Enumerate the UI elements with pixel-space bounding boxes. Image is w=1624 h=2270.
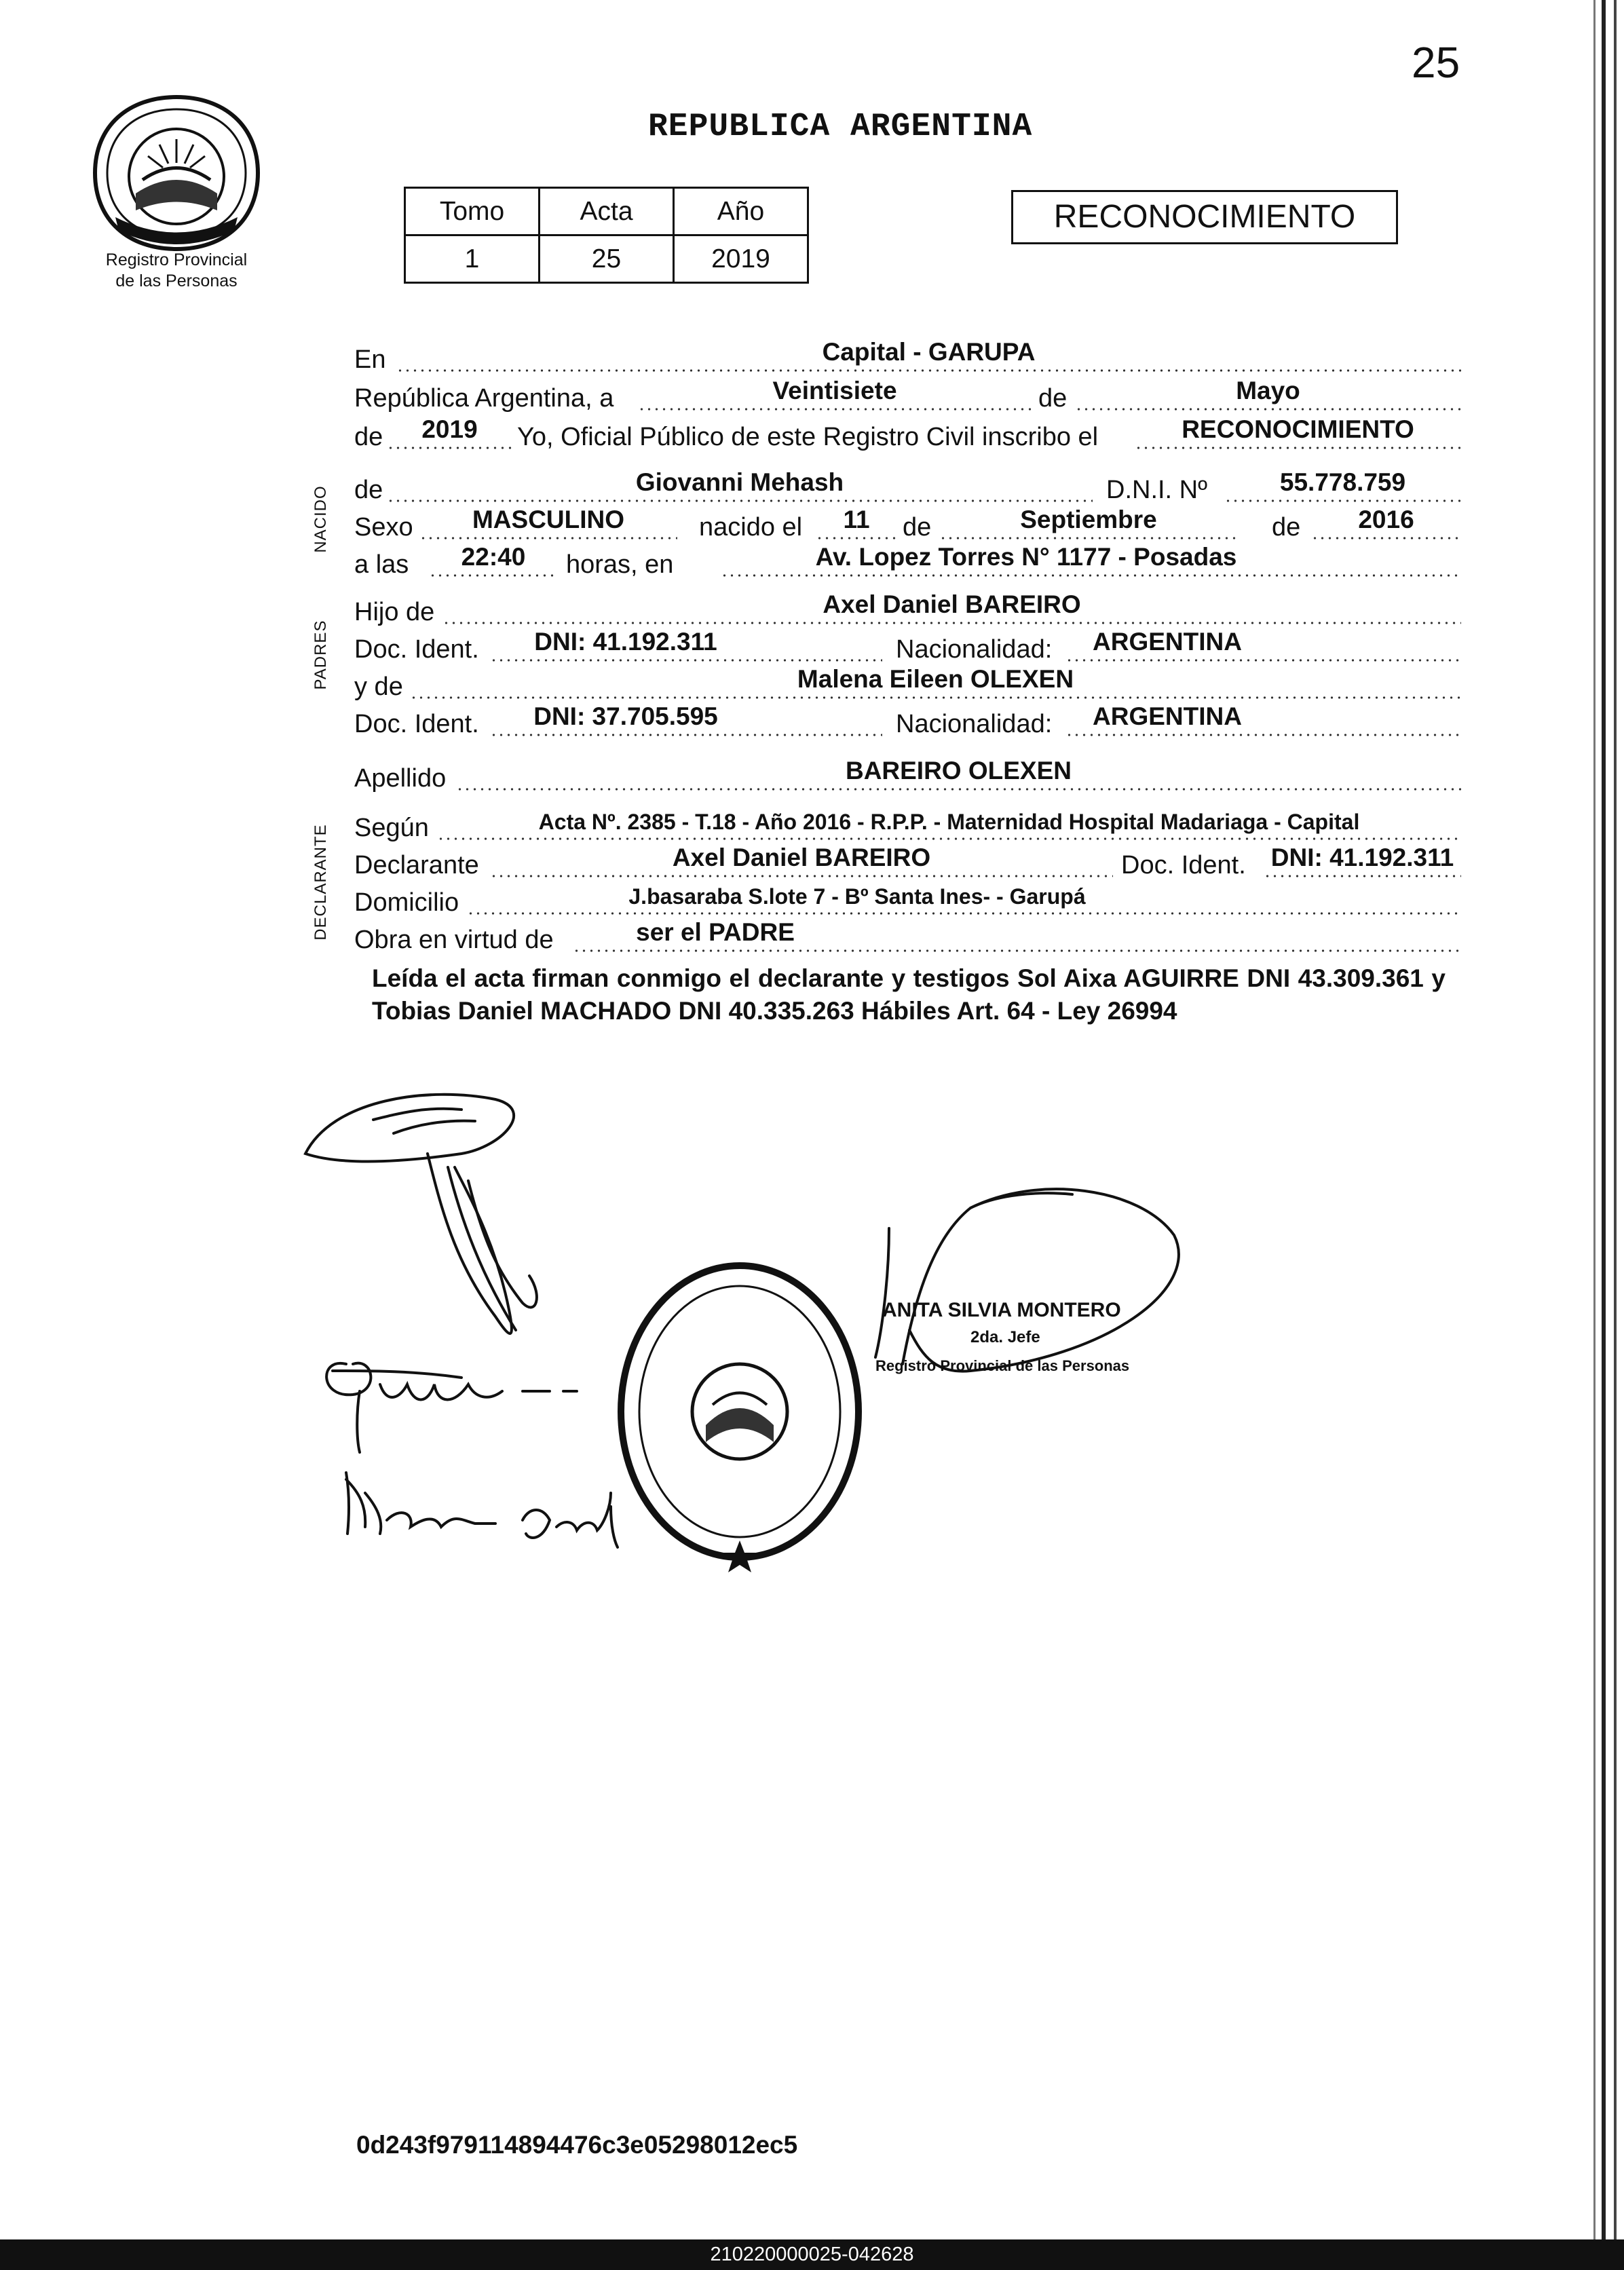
value-lugar: Capital - GARUPA <box>822 338 1036 366</box>
official-title: 2da. Jefe <box>970 1328 1040 1346</box>
line-apellido <box>354 757 1461 795</box>
line-padre-doc <box>354 628 1461 666</box>
declarant-signature <box>305 1095 537 1333</box>
registry-caption-line2: de las Personas <box>115 271 238 290</box>
value-tomo: 1 <box>405 235 540 283</box>
value-segun: Acta Nº. 2385 - T.18 - Año 2016 - R.P.P. - Maternidad Hospital Madariaga - Capital <box>538 810 1360 834</box>
label-de: de <box>354 476 383 504</box>
line-sexo <box>354 506 1461 544</box>
value-domicilio: J.basaraba S.lote 7 - Bº Santa Ines- - Garupá <box>628 884 1086 909</box>
line-y-de <box>354 665 1461 703</box>
line-nacido-de <box>354 468 1461 506</box>
dotted-leader <box>1264 875 1461 877</box>
country-title: REPUBLICA ARGENTINA <box>648 109 1033 145</box>
label-de: de <box>354 423 383 451</box>
label-horas-en: horas, en <box>566 550 674 579</box>
dotted-leader <box>1065 734 1461 736</box>
line-en <box>354 338 1461 376</box>
side-label-padres: PADRES <box>311 620 330 690</box>
value-dni-nacido: 55.778.759 <box>1279 468 1406 496</box>
dotted-leader <box>939 537 1238 540</box>
value-declarante-dni: DNI: 41.192.311 <box>1270 844 1454 871</box>
label-segun: Según <box>354 814 429 842</box>
value-sexo: MASCULINO <box>472 506 625 533</box>
official-org: Registro Provincial de las Personas <box>875 1357 1130 1374</box>
value-padre-dni: DNI: 41.192.311 <box>534 628 717 656</box>
label-hijo-de: Hijo de <box>354 598 435 626</box>
label-nacionalidad: Nacionalidad: <box>896 710 1053 738</box>
provincial-seal <box>88 92 265 254</box>
label-nacionalidad: Nacionalidad: <box>896 635 1053 664</box>
label-sexo: Sexo <box>354 513 413 542</box>
label-declarante: Declarante <box>354 851 479 879</box>
side-label-declarante: DECLARANTE <box>311 824 330 941</box>
value-hora: 22:40 <box>461 543 526 571</box>
label-dni: D.N.I. Nº <box>1106 476 1207 504</box>
witness-signature-machado <box>346 1473 618 1547</box>
line-inscripcion <box>354 415 1461 453</box>
dotted-leader <box>1075 408 1461 411</box>
dotted-leader <box>410 696 1461 699</box>
document-hash: 0d243f979114894476c3e05298012ec5 <box>356 2131 798 2159</box>
witness-signature-aguirre <box>326 1363 577 1452</box>
dotted-leader <box>442 622 1461 624</box>
act-type-box: RECONOCIMIENTO <box>1011 190 1398 244</box>
label-oficial: Yo, Oficial Público de este Registro Civil inscribo el <box>517 423 1099 451</box>
dotted-leader <box>1135 447 1461 449</box>
registry-caption <box>71 250 282 292</box>
value-madre: Malena Eileen OLEXEN <box>797 665 1074 693</box>
scan-edge-noise <box>1588 0 1624 2239</box>
registry-caption-line1: Registro Provincial <box>105 250 248 269</box>
dotted-leader <box>387 499 1093 502</box>
page-number: 25 <box>1412 38 1460 87</box>
value-madre-dni: DNI: 37.705.595 <box>533 702 718 730</box>
label-doc-ident: Doc. Ident. <box>354 635 479 664</box>
dotted-leader <box>1311 537 1461 540</box>
side-label-nacido: NACIDO <box>311 485 330 553</box>
label-nacido-el: nacido el <box>699 513 803 542</box>
footer-code: 210220000025-042628 <box>710 2244 914 2265</box>
dotted-leader <box>456 788 1461 791</box>
dotted-leader <box>1065 659 1461 662</box>
signatures-and-stamp <box>292 1072 1242 1588</box>
value-anio-nacimiento: 2016 <box>1358 506 1414 533</box>
line-declarante <box>354 844 1461 882</box>
label-apellido: Apellido <box>354 764 447 793</box>
header-anio: Año <box>674 188 808 235</box>
closing-text: Leída el acta firman conmigo el declarante y testigos Sol Aixa AGUIRRE DNI 43.309.361 y Tobias Daniel MACHADO DNI 40.335.263 Hábiles Art. 64 - Ley 26994 <box>372 964 1446 1025</box>
dotted-leader <box>467 912 1461 915</box>
value-nombre-nacido: Giovanni Mehash <box>635 468 844 496</box>
value-tipo-acta: RECONOCIMIENTO <box>1182 415 1414 443</box>
value-declarante: Axel Daniel BAREIRO <box>672 844 931 871</box>
record-table <box>404 187 809 284</box>
label-de: de <box>1038 384 1068 413</box>
value-lugar-nacimiento: Av. Lopez Torres N° 1177 - Posadas <box>815 543 1237 571</box>
dotted-leader <box>437 837 1461 840</box>
dotted-leader <box>490 734 882 736</box>
dotted-leader <box>638 408 1032 411</box>
dotted-leader <box>573 949 1461 952</box>
value-mes: Mayo <box>1236 377 1300 404</box>
value-anio-inscripcion: 2019 <box>421 415 478 443</box>
dotted-leader <box>1224 499 1461 502</box>
label-de: de <box>903 513 932 542</box>
dotted-leader <box>721 574 1461 577</box>
label-obra-en-virtud: Obra en virtud de <box>354 926 554 954</box>
value-apellido: BAREIRO OLEXEN <box>845 757 1072 784</box>
line-hijo-de <box>354 590 1461 628</box>
value-anio: 2019 <box>674 235 808 283</box>
dotted-leader <box>490 875 1113 877</box>
dotted-leader <box>816 537 897 540</box>
delegation-stamp <box>621 1266 858 1572</box>
value-acta: 25 <box>540 235 674 283</box>
line-madre-doc <box>354 702 1461 740</box>
header-acta: Acta <box>540 188 674 235</box>
label-a-las: a las <box>354 550 409 579</box>
line-segun <box>354 806 1461 844</box>
value-obra: ser el PADRE <box>636 918 795 946</box>
label-doc-ident: Doc. Ident. <box>354 710 479 738</box>
label-de: de <box>1272 513 1301 542</box>
value-madre-nacionalidad: ARGENTINA <box>1093 702 1242 730</box>
label-y-de: y de <box>354 673 403 701</box>
value-dia-nacimiento: 11 <box>843 506 870 533</box>
label-domicilio: Domicilio <box>354 888 459 917</box>
value-padre-nacionalidad: ARGENTINA <box>1093 628 1242 656</box>
line-fecha <box>354 377 1461 415</box>
line-hora <box>354 543 1461 581</box>
dotted-leader <box>429 574 558 577</box>
value-dia: Veintisiete <box>772 377 897 404</box>
label-en: En <box>354 345 386 374</box>
label-republica: República Argentina, a <box>354 384 614 413</box>
dotted-leader <box>387 447 512 449</box>
header-tomo: Tomo <box>405 188 540 235</box>
line-domicilio <box>354 881 1461 919</box>
official-name: ANITA SILVIA MONTERO <box>882 1299 1121 1321</box>
dotted-leader <box>419 537 677 540</box>
dotted-leader <box>490 659 882 662</box>
value-padre: Axel Daniel BAREIRO <box>823 590 1081 618</box>
line-obra <box>354 918 1461 956</box>
dotted-leader <box>396 369 1461 372</box>
value-mes-nacimiento: Septiembre <box>1020 506 1157 533</box>
label-doc-ident: Doc. Ident. <box>1121 851 1246 879</box>
